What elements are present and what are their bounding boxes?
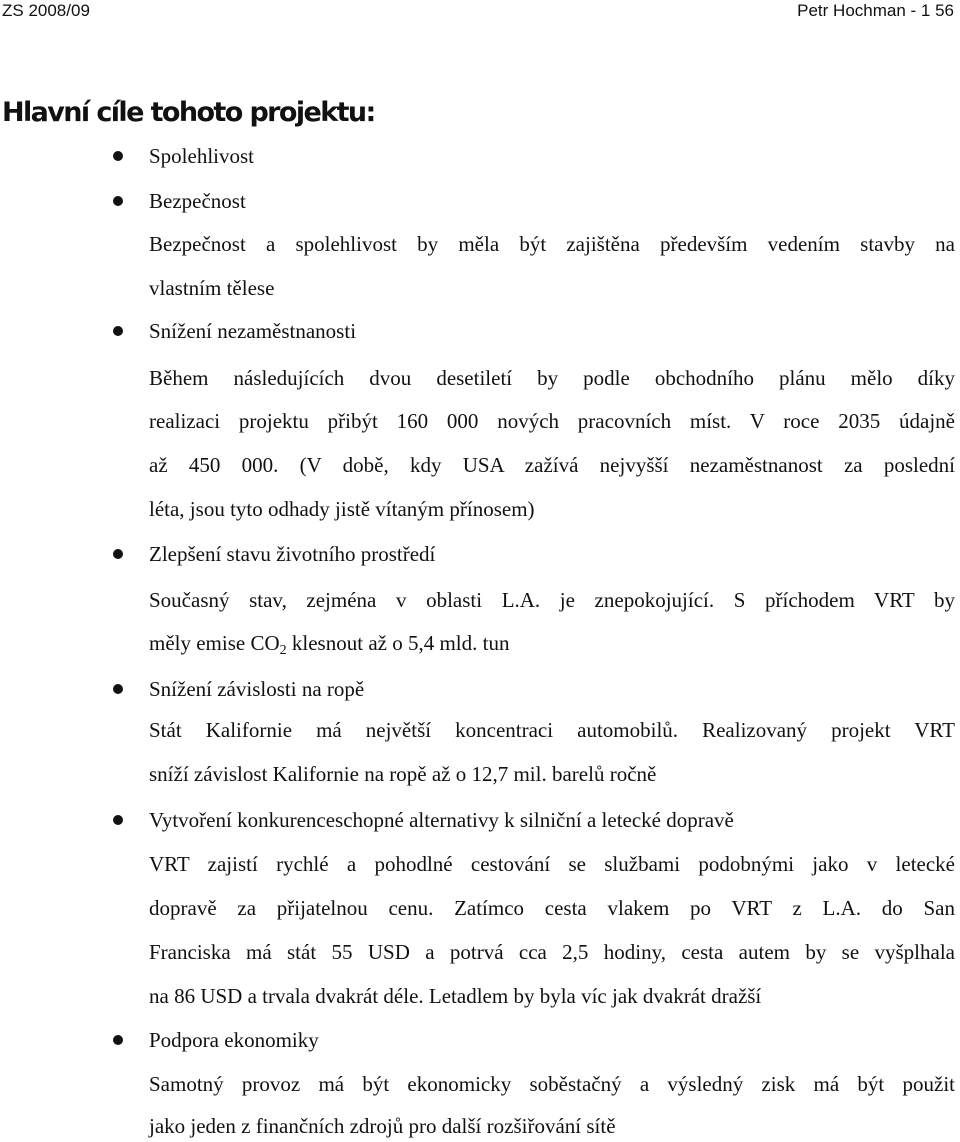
list-item-heading: Podpora ekonomiky <box>149 1028 319 1052</box>
paragraph-line: Stát Kalifornie má největší koncentraci automobilů. Realizovaný projekt VRT <box>149 718 955 742</box>
paragraph-line: Bezpečnost a spolehlivost by měla být zajištěna především vedením stavby na <box>149 232 955 256</box>
header-right: Petr Hochman - 1 56 <box>797 1 954 20</box>
bullet-icon <box>113 151 123 161</box>
list-item-heading: Spolehlivost <box>149 144 255 168</box>
paragraph-line: Franciska má stát 55 USD a potrvá cca 2,5 hodiny, cesta autem by se vyšplhala <box>149 940 955 964</box>
paragraph-line: VRT zajistí rychlé a pohodlné cestování se službami podobnými jako v letecké <box>149 852 955 876</box>
paragraph-line: Samotný provoz má být ekonomicky soběstačný a výsledný zisk má být použit <box>149 1072 955 1096</box>
header-left: ZS 2008/09 <box>2 1 90 20</box>
list-item-heading: Bezpečnost <box>149 189 246 213</box>
co2-subscript: 2 <box>279 643 287 658</box>
list-item-heading: Snížení závislosti na ropě <box>149 677 365 701</box>
list-item-heading: Zlepšení stavu životního prostředí <box>149 542 436 566</box>
paragraph-line: Během následujících dvou desetiletí by podle obchodního plánu mělo díky <box>149 366 955 390</box>
bullet-icon <box>113 1035 123 1045</box>
paragraph-line: vlastním tělese <box>149 276 275 300</box>
co2-rest: klesnout až o 5,4 mld. tun <box>286 631 510 655</box>
paragraph-line: léta, jsou tyto odhady jistě vítaným přínosem) <box>149 497 535 521</box>
list-item-heading: Snížení nezaměstnanosti <box>149 319 357 343</box>
bullet-icon <box>113 549 123 559</box>
paragraph-line: Současný stav, zejména v oblasti L.A. je znepokojující. S příchodem VRT by <box>149 588 955 612</box>
bullet-icon <box>113 684 123 694</box>
bullet-icon <box>113 326 123 336</box>
paragraph-line <box>149 629 509 657</box>
bullet-icon <box>113 815 123 825</box>
bullet-icon <box>113 196 123 206</box>
list-item-heading: Vytvoření konkurenceschopné alternativy k silniční a letecké dopravě <box>149 808 734 832</box>
paragraph-line: až 450 000. (V době, kdy USA zažívá nejvyšší nezaměstnanost za poslední <box>149 453 955 477</box>
paragraph-line: jako jeden z finančních zdrojů pro další rozšiřování sítě <box>149 1114 616 1138</box>
paragraph-line: realizaci projektu přibýt 160 000 nových pracovních míst. V roce 2035 údajně <box>149 409 955 433</box>
paragraph-line: sníží závislost Kalifornie na ropě až o 12,7 mil. barelů ročně <box>149 762 657 786</box>
page-title: Hlavní cíle tohoto projektu: <box>2 97 375 128</box>
paragraph-line: dopravě za přijatelnou cenu. Zatímco cesta vlakem po VRT z L.A. do San <box>149 896 955 920</box>
co2-text: měly emise CO <box>149 631 280 655</box>
paragraph-line: na 86 USD a trvala dvakrát déle. Letadlem by byla víc jak dvakrát dražší <box>149 984 762 1008</box>
